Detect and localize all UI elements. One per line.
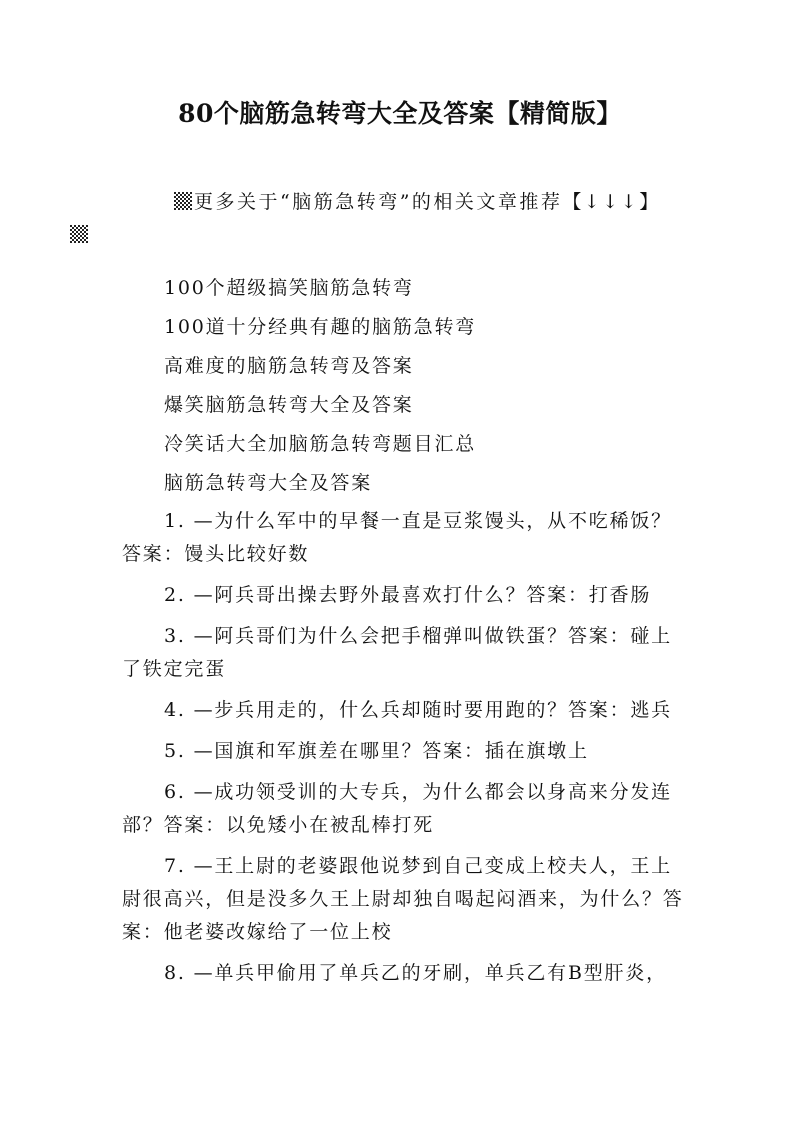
question-item-4: 4. —步兵用走的，什么兵却随时要用跑的？答案：逃兵 [164,699,672,721]
document-title: 80个脑筋急转弯大全及答案【精简版】 [178,99,622,128]
question-item-3: 3. —阿兵哥们为什么会把手榴弹叫做铁蛋？答案：碰上了铁定完蛋 [122,625,672,680]
checker-square-icon [70,225,88,243]
recommend-link-6[interactable]: 脑筋急转弯大全及答案 [164,472,373,494]
question-item-5: 5. —国旗和军旗差在哪里？答案：插在旗墩上 [164,740,589,762]
question-item-8: 8. —单兵甲偷用了单兵乙的牙刷，单兵乙有B型肝炎， [164,962,667,984]
recommend-link-1[interactable]: 100个超级搞笑脑筋急转弯 [164,277,414,299]
question-item-2: 2. —阿兵哥出操去野外最喜欢打什么？答案：打香肠 [164,584,652,606]
recommend-link-2[interactable]: 100道十分经典有趣的脑筋急转弯 [164,316,477,338]
question-item-1: 1. —为什么军中的早餐一直是豆浆馒头，从不吃稀饭？答案：馒头比较好数 [122,510,672,565]
checker-square-icon [174,192,192,210]
recommend-link-3[interactable]: 高难度的脑筋急转弯及答案 [164,355,414,377]
document-body [122,186,692,990]
question-item-6: 6. —成功领受训的大专兵，为什么都会以身高来分发连部？答案：以免矮小在被乱棒打死 [122,781,672,836]
recommend-list [122,269,692,503]
recommend-heading-text: 更多关于“脑筋急转弯”的相关文章推荐【↓↓↓】 [194,191,661,213]
recommend-link-4[interactable]: 爆笑脑筋急转弯大全及答案 [164,394,414,416]
question-item-7: 7. —王上尉的老婆跟他说梦到自己变成上校夫人，王上尉很高兴，但是没多久王上尉却独自喝起闷酒来，为什么？答案：他老婆改嫁给了一位上校 [122,855,684,943]
recommend-heading [122,186,692,251]
recommend-link-5[interactable]: 冷笑话大全加脑筋急转弯题目汇总 [164,433,477,455]
question-list [122,505,692,990]
